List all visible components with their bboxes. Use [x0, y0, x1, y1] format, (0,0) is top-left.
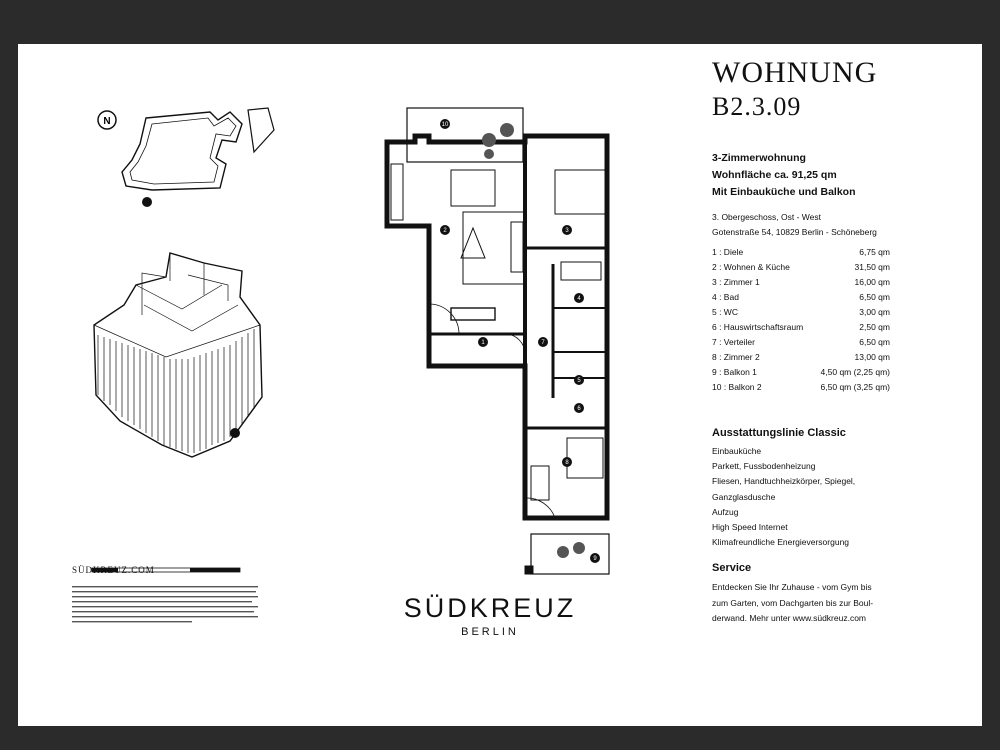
table-row: 1 : Diele 6,75 qm — [712, 247, 890, 257]
room-marker-3 — [562, 225, 572, 235]
logo-wordmark: SÜDKREUZ — [403, 593, 577, 623]
floor-info: 3. Obergeschoss, Ost - West — [712, 212, 821, 222]
table-row: 5 : WC 3,00 qm — [712, 307, 890, 317]
room-marker-8 — [562, 457, 572, 467]
site-map — [90, 100, 330, 220]
svg-text:3: 3 — [565, 228, 569, 234]
table-row: 6 : Hauswirtschaftsraum 2,50 qm — [712, 322, 890, 332]
equipment-list — [712, 444, 855, 550]
service-line: zum Garten, vom Dachgarten bis zur Boul- — [712, 597, 874, 608]
room-marker-1 — [478, 337, 488, 347]
summary-line: 3-Zimmerwohnung — [712, 152, 806, 164]
table-row: 8 : Zimmer 2 13,00 qm — [712, 352, 890, 362]
room-table — [712, 245, 890, 395]
brand-logo — [395, 594, 585, 638]
room-marker-10 — [440, 119, 450, 129]
svg-text:2: 2 — [443, 228, 447, 234]
table-row: 3 : Zimmer 1 16,00 qm — [712, 277, 890, 287]
summary-line: Wohnfläche ca. 91,25 qm — [712, 169, 837, 181]
page-title: WOHNUNG — [712, 56, 878, 89]
service-text — [712, 580, 912, 627]
fine-print-block — [72, 584, 260, 626]
room-marker-7 — [538, 337, 548, 347]
list-item: Einbauküche — [712, 446, 762, 456]
service-line: derwand. Mehr unter www.südkreuz.com — [712, 613, 867, 623]
building-iso — [92, 245, 267, 460]
website-label: SÜDKREUZ.COM — [72, 565, 155, 575]
list-item: Parkett, Fussbodenheizung — [712, 461, 816, 472]
room-marker-6 — [574, 403, 584, 413]
location-block — [712, 210, 877, 240]
room-marker-5 — [574, 375, 584, 385]
table-row: 7 : Verteiler 6,50 qm — [712, 337, 890, 347]
table-row: 10 : Balkon 2 6,50 qm (3,25 qm) — [712, 382, 890, 392]
svg-text:5: 5 — [577, 378, 581, 384]
svg-text:10: 10 — [441, 122, 449, 128]
list-item: Aufzug — [712, 506, 739, 517]
north-label: N — [103, 116, 111, 127]
room-marker-2 — [440, 225, 450, 235]
list-item: Fliesen, Handtuchheizkörper, Spiegel, — [712, 476, 856, 487]
unit-number: B2.3.09 — [712, 92, 802, 121]
address: Gotenstraße 54, 10829 Berlin - Schöneberg — [712, 227, 877, 237]
summary-block — [712, 150, 856, 201]
svg-text:1: 1 — [481, 340, 485, 346]
svg-text:9: 9 — [593, 556, 597, 562]
svg-text:6: 6 — [577, 406, 581, 412]
equipment-heading: Ausstattungslinie Classic — [712, 427, 846, 439]
list-item: Klimafreundliche Energieversorgung — [712, 537, 850, 548]
svg-text:7: 7 — [541, 340, 545, 346]
list-item: Ganzglasdusche — [712, 491, 776, 502]
floor-plan — [385, 108, 620, 578]
table-row: 2 : Wohnen & Küche 31,50 qm — [712, 262, 890, 272]
table-row: 9 : Balkon 1 4,50 qm (2,25 qm) — [712, 367, 890, 377]
service-line: Entdecken Sie Ihr Zuhause - vom Gym bis — [712, 582, 872, 592]
table-row: 4 : Bad 6,50 qm — [712, 292, 890, 302]
service-heading: Service — [712, 562, 752, 574]
svg-text:8: 8 — [565, 460, 569, 466]
logo-subtitle: BERLIN — [461, 626, 519, 638]
svg-text:4: 4 — [577, 296, 581, 302]
room-marker-9 — [590, 553, 600, 563]
room-marker-4 — [574, 293, 584, 303]
summary-line: Mit Einbauküche und Balkon — [712, 186, 856, 198]
list-item: High Speed Internet — [712, 522, 788, 533]
